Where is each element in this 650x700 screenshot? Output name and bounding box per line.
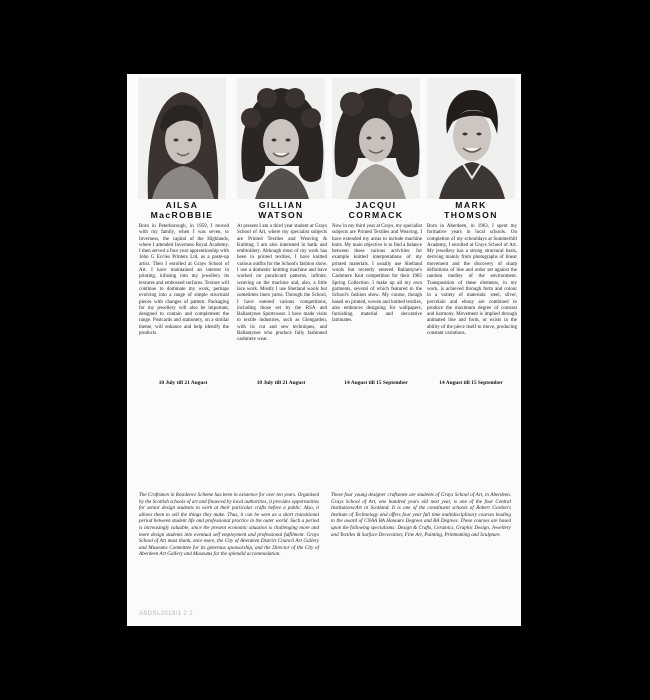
portrait-jacqui-cormack <box>332 78 420 199</box>
portrait-photo <box>427 78 515 199</box>
exhibition-dates: 14 August till 15 September <box>344 380 408 386</box>
exhibition-dates: 10 July till 21 August <box>158 380 208 386</box>
exhibition-dates: 10 July till 21 August <box>256 380 306 386</box>
biography-text: Born in Aberdeen, in 1963, I spent my formative years in local schools. On completion of my schooldays at Summerhill Academy, I enrolled at Grays School of Art. My jewellery has a strong structural basis, deriving mainly from photographs of linear movement and the discovery of sharp definitions of line and order set against the random medley of the environment. Transposition of these elements, in my work, is achieved through form and colour in a variety of materials: steel, silver, porcelain and ebony are combined to produce the maximum degree of contrast and harmony. Movement is implied through animated line and form, or exists in the ability of the piece itself to move, producing constant variations. <box>427 224 517 337</box>
last-name: THOMSON <box>444 210 498 220</box>
name-heading <box>331 200 421 220</box>
biography-text: Born in Peterborough, in 1959, I moved with my family, when I was seven, to Inverness, the capital of the Highlands, where I attended Inverness Royal Academy. I then served a four year apprenticeship with John G Eccles Printers Ltd, as a paste-up artist. Then I enrolled at Grays School of Art. I have maintained an interest in printing, infusing into my jewellery its textures and embossed surfaces. Texture will continue to dominate my work, perhaps evolving into a range of simple structural pieces with changes of pattern. Packaging for my jewellery will also be important, designed to contain and complement the range. Postcards and stationery, on a similar theme, will enhance and help identify the products. <box>139 224 229 337</box>
first-name: JACQUI <box>355 200 397 210</box>
first-name: GILLIAN <box>258 200 304 210</box>
name-heading <box>426 200 516 220</box>
biography-text: At present I am a third year student at Grays School of Art, where my specialist subjects are Printed Textiles and Weaving & Knitting. I am also interested in batik and embroidery. Although most of my work has been in printed textiles, I have knitted various outfits for the School's fashion show. I use a domestic knitting machine and have worked on punchcard patterns, infinite, weaving on the machine and, also, a little lace work. Mostly I use Shetland wools but sometimes linen yarns. Through the School, I have entered various competitions, including those set by the RSA and Ballantynes Sportswear. I have made visits to textile industries, such as Glengarden, with its cut and sew techniques, and Ballantynes who produce fully fashioned cashmere wear. <box>237 224 327 343</box>
portrait-gillian-watson <box>237 78 325 199</box>
exhibition-dates: 14 August till 15 September <box>439 380 503 386</box>
name-heading <box>137 200 227 220</box>
last-name: WATSON <box>258 210 304 220</box>
portrait-photo <box>332 78 420 199</box>
school-introduction: These four young designer craftsmen are students of Grays School of Art, in Aberdeen. Grays School of Art, one hundred years old next year, is one of the four Central Institutions/Art in Scotland. It is one of the constituent schools of Robert Gordon's Institute of Technology and offers four year full time multidisciplinary courses leading to the award of CNAA BA Honours Degrees and BA Degrees. These courses are based upon the following specialisms: Design & Crafts, Ceramics, Graphic Design, Jewellery and Textiles & Surface Decoration; Fine Art, Painting, Printmaking and Sculpture. <box>331 492 511 538</box>
first-name: MARK <box>455 200 487 210</box>
archive-reference: ABDSL2019/1 2 2 <box>139 611 194 617</box>
portrait-mark-thomson <box>427 78 515 199</box>
portrait-photo <box>237 78 325 199</box>
catalogue-page <box>127 74 521 626</box>
first-name: AILSA <box>165 200 199 210</box>
last-name: MacROBBIE <box>150 210 214 220</box>
last-name: CORMACK <box>348 210 404 220</box>
portrait-ailsa-macrobbie <box>138 78 226 199</box>
name-heading <box>236 200 326 220</box>
biography-text: Now in my third year at Grays, my specialist subjects are Printed Textiles and Weaving. I have extended my areas to include machine knits. My main objective is to find a balance between these various activities: for example knitted interpretations of my printed materials. I usually use Shetland wools but recently entered Ballantyne's Cashmere Knit competition for their 1985 Spring Collection. I make up all my own garments, several of which featured in the School's fashion show. My course, though based on printed, woven and knitted textiles, also embraces designing for wallpapers, furnishing material and decorative laminates. <box>332 224 422 324</box>
scheme-introduction: The Craftsmen in Residence Scheme has been in existence for over ten years. Organised by the Scottish schools of art and financed by local authorities, it provides opportunities for senior design students to work at their particular crafts before a public. Also, it allows them to sell the things they make. Thus, it can be seen as a short transitional period between student life and professional practice in the outer world. Such a period is increasingly valuable, since the present economic situation is challenging more and more design students into eventual self employment and professional fulfilment. Grays School of Art must thank, once more, the City of Aberdeen District Council Art Gallery and Museums Committee for its generous sponsorship, and the Director of the City of Aberdeen Art Gallery and Museums for the splendid accommodation. <box>139 492 319 558</box>
portrait-photo <box>138 78 226 199</box>
